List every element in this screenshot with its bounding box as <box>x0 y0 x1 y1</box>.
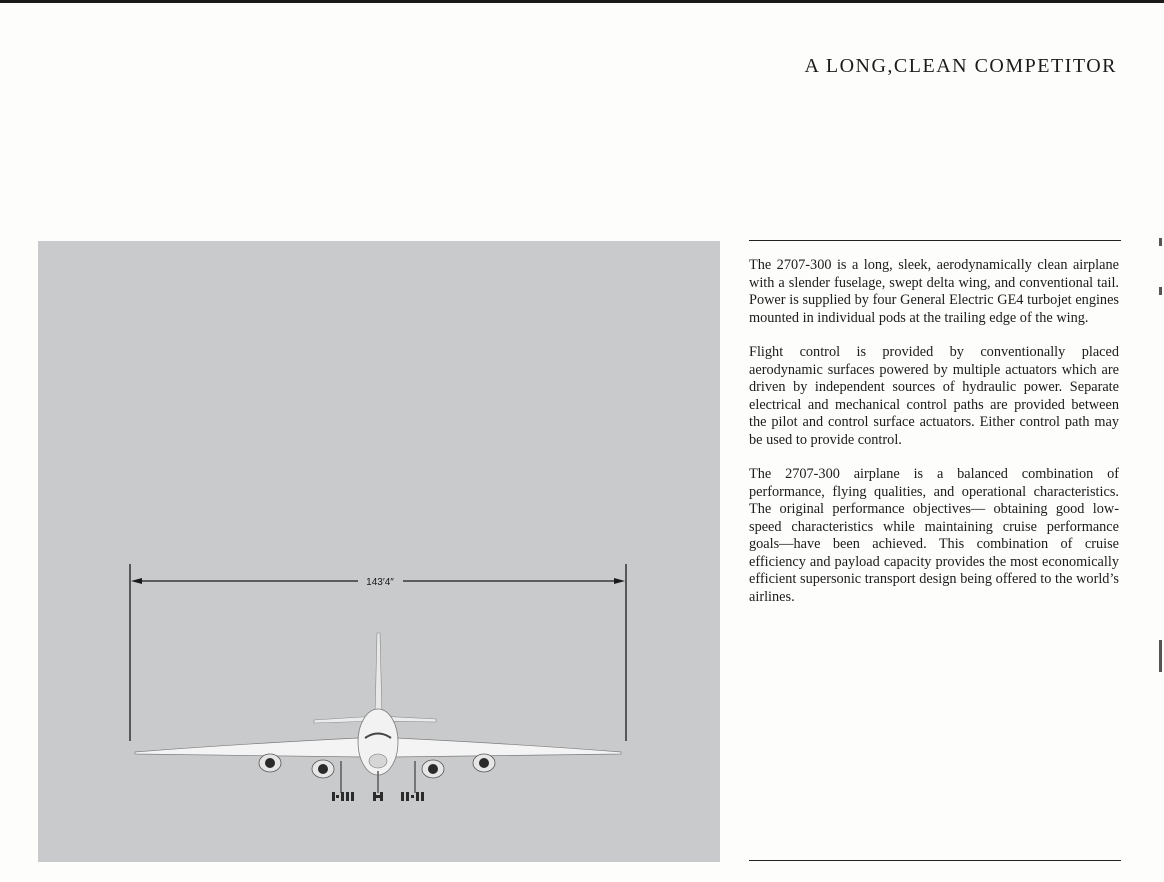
wingspan-label: 143′4″ <box>366 577 394 588</box>
edge-mark <box>1159 287 1162 295</box>
landing-gear-wheels <box>332 792 424 801</box>
column-bottom-rule <box>749 860 1121 861</box>
page-title: A LONG,CLEAN COMPETITOR <box>804 55 1117 77</box>
edge-mark <box>1159 640 1162 672</box>
body-text <box>749 257 1119 623</box>
paragraph-flight-control: Flight control is provided by conventionally placed aerodynamic surfaces powered by multiple actuators which are driven by independent sources of hydraulic power. Separate electrical and mechanical control paths are provided between the pilot and control surface actuators. Either control path may be used to provide control. <box>749 344 1119 448</box>
left-wing <box>135 738 364 757</box>
airplane-front-view-icon <box>38 241 720 862</box>
paragraph-intro: The 2707-300 is a long, sleek, aerodynamically clean airplane with a slender fuselage, swept delta wing, and conventional tail. Power is supplied by four General Electric GE4 turbojet engines mounted in individual pods at the trailing edge of the wing. <box>749 257 1119 326</box>
airplane-figure <box>38 241 720 862</box>
right-wing <box>392 738 621 757</box>
vertical-tail <box>375 633 382 717</box>
paragraph-summary: The 2707-300 airplane is a balanced combination of performance, flying qualities, and operational characteristics. The original performance objectives— obtaining good low-speed characteristics while maintaining cruise performance goals—have been achieved. This combination of cruise efficiency and payload capacity provides the most economically efficient supersonic transport design being offered to the world’s airlines. <box>749 466 1119 605</box>
top-border <box>0 0 1164 3</box>
right-arrowhead <box>614 578 625 584</box>
left-arrowhead <box>131 578 142 584</box>
edge-mark <box>1159 238 1162 246</box>
column-top-rule <box>749 240 1121 241</box>
